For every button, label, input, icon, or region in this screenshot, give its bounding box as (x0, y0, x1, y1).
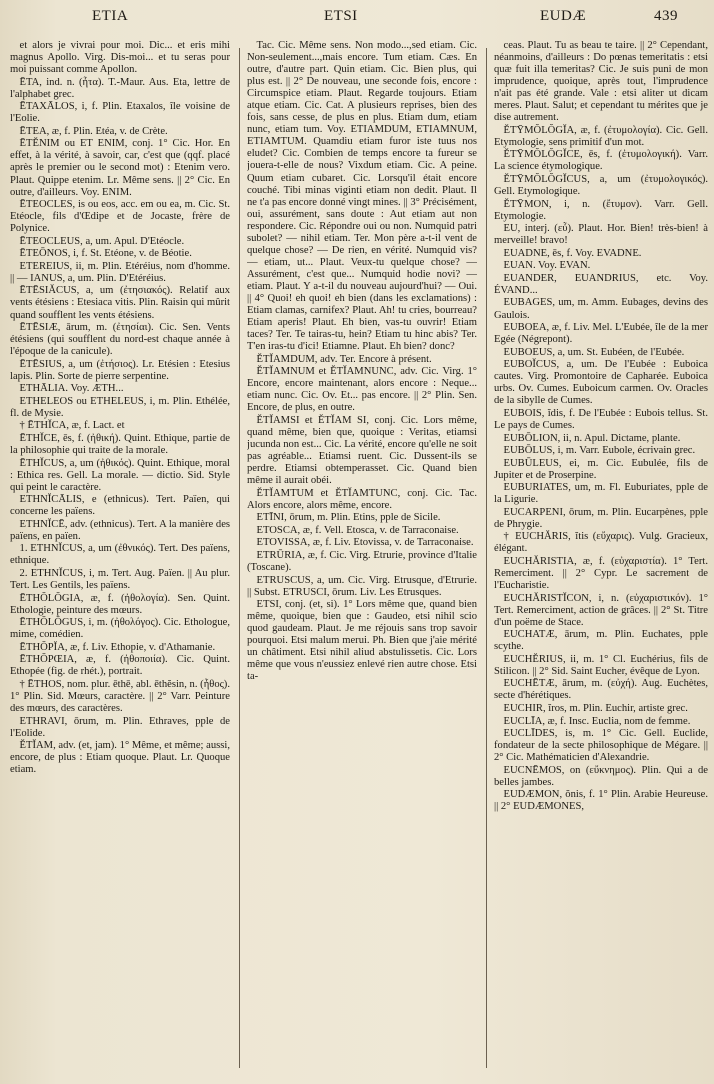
dictionary-entry: ETOVISSA, æ, f. Liv. Etovissa, v. de Tarraconaise. (256, 537, 474, 549)
dictionary-entry: ETOSCA, æ, f. Vell. Etosca, v. de Tarraconaise. (256, 524, 459, 536)
dictionary-entry: ETHNĬCĒ, adv. (ethnicus). Tert. A la manière des païens, en païen. (10, 518, 230, 542)
dictionary-entry: EUADNE, ēs, f. Voy. EVADNE. (503, 247, 642, 259)
running-header (0, 8, 714, 34)
dictionary-entry: ĔTĬAMNUM et ĔTĬAMNUNC, adv. Cic. Virg. 1° Encore, encore maintenant, alors encore : Neque... etiam nunc. Cic. Ov. Et... pas encore. || 2° Plin. Sen. Encore, de plus, en outre. (247, 366, 477, 414)
dictionary-entry: ĒTĔNIM ou ET ENIM, conj. 1° Cic. Hor. En effet, à la vérité, à savoir, car, c'est que (qqf. placé après le premier ou le second mot) : Etenim vero. Plaut. Quippe etenim. Lr. Même sens. || 2° Cic. En outre, d'ailleurs. Voy. ENIM. (10, 138, 230, 198)
dictionary-entry: EU, interj. (εὖ). Plaut. Hor. Bien! très-bien! à merveille! bravo! (494, 223, 708, 247)
dictionary-entry: † ĒTHOS, nom. plur. ēthē, abl. ēthĕsin, n. (ἦθος). 1° Plin. Sid. Mœurs, caractère. || 2° Varr. Peinture des mœurs, des caractères. (10, 678, 230, 715)
dictionary-entry: EUBAGES, um, m. Amm. Eubages, devins des Gaulois. (494, 297, 708, 321)
dictionary-entry: ĔTĬAMSI et ĔTĬAM SI, conj. Cic. Lors même, quand même, bien que, quoique : Veritas, etiamsi jucunda non est... Cic. La vérité, encore qu'elle ne soit pas agréable... Etiamsi ruent. Cic. Dussent-ils se perdre. Etiamsi obtemperasset. Cic. Quand bien même il aurait obéi. (247, 414, 477, 487)
dictionary-entry: EUBŪLEUS, ei, m. Cic. Eubulée, fils de Jupiter et de Proserpine. (494, 457, 708, 481)
dictionary-entry: EUBOEA, æ, f. Liv. Mel. L'Eubée, île de la mer Egée (Négrepont). (494, 322, 708, 346)
dictionary-entry: EUBŌLUS, i, m. Varr. Eubole, écrivain grec. (503, 445, 696, 457)
dictionary-entry: ĔTȲMŎLŎGĬCE, ēs, f. (ἐτυμολογική). Varr. La science étymologique. (494, 149, 708, 173)
dictionary-entry: ĔTĬAMTUM et ĔTĬAMTUNC, conj. Cic. Tac. Alors encore, alors même, encore. (247, 487, 477, 511)
dictionary-entry: † EUCHĂRIS, ĭtis (εὔχαρις). Vulg. Gracieux, élégant. (494, 531, 708, 555)
column-1 (10, 40, 230, 1080)
dictionary-entry: ĔTȲMŎLŎGĬA, æ, f. (ἐτυμολογία). Cic. Gell. Etymologie, sens primitif d'un mot. (494, 124, 708, 148)
dictionary-entry: ETEREIUS, ii, m. Plin. Etéréius, nom d'homme. || — IANUS, a, um. Plin. D'Etéréius. (10, 260, 230, 284)
dictionary-entry: EUCHĂRISTIA, æ, f. (εὐχαριστία). 1° Tert. Remerciment. || 2° Cypr. Le sacrement de l'Eucharistie. (494, 555, 708, 592)
dictionary-entry: † ĒTHĬCA, æ, f. Lact. et (19, 420, 125, 432)
dictionary-entry: ĒTHĬCE, ēs, f. (ἠθική). Quint. Ethique, partie de la philosophie qui traite de la morale. (10, 433, 230, 457)
dictionary-entry: EUCHATÆ, ārum, m. Plin. Euchates, pple scythe. (494, 629, 708, 653)
dictionary-entry: ĒTHĬCUS, a, um (ἠθικός). Quint. Ethique, moral : Ethica res. Gell. La morale. — dictio. Sid. Style qui peint le caractère. (10, 457, 230, 493)
dictionary-entry: ĒTEŌNOS, i, f. St. Etéone, v. de Béotie. (19, 248, 192, 260)
dictionary-entry: EUAN. Voy. EVAN. (503, 260, 591, 272)
dictionary-entry: EUBURIATES, um, m. Fl. Euburiates, pple de la Ligurie. (494, 482, 708, 506)
dictionary-entry: ETHĀLIA. Voy. ÆTH... (19, 383, 124, 395)
dictionary-entry: ĒTHŎPĬA, æ, f. Liv. Ethopie, v. d'Athamanie. (19, 641, 216, 653)
dictionary-entry: ĒTĒSIUS, a, um (ἐτήσιος). Lr. Etésien : Etesius lapis. Plin. Sorte de pierre serpentine. (10, 358, 230, 382)
dictionary-entry: ĔTĬAMDUM, adv. Ter. Encore à présent. (256, 353, 432, 365)
dictionary-entry: ĒTHŎLŎGIA, æ, f. (ἠθολογία). Sen. Quint. Ethologie, peinture des mœurs. (10, 592, 230, 616)
dictionary-entry: ĒTAXĀLOS, i, f. Plin. Etaxalos, île voisine de l'Eolie. (10, 101, 230, 125)
dictionary-entry: ĔTĬAM, adv. (et, jam). 1° Même, et même; aussi, encore, de plus : Etiam quoque. Plaut. Lr. Quoque etiam. (10, 740, 230, 776)
dictionary-entry: EUBOIS, ĭdis, f. De l'Eubée : Eubois tellus. St. Le pays de Cumes. (494, 407, 708, 431)
dictionary-entry: ETSI, conj. (et, si). 1° Lors même que, quand bien même, quoique, bien que : Gaudeo, etsi nihil scio quod gaudeam. Plaut. Je me réjouis sans trop savoir pourquoi. Etsi malum merui. Ph. Bien que j'aie mérité un châtiment. Etsi nihil aliud abstulissetis. Cic. Lors même que vous n'eussiez enlevé rien autre chose. Etsi ta- (247, 599, 477, 683)
dictionary-entry: ETRŪRIA, æ, f. Cic. Virg. Etrurie, province d'Italie (Toscane). (247, 549, 477, 574)
dictionary-entry: EUDÆMON, ŏnis, f. 1° Plin. Arabie Heureuse. || 2° EUDÆMONES, (494, 789, 708, 813)
column-3 (494, 40, 708, 1080)
dictionary-entry: ĒTEOCLES, is ou eos, acc. em ou ea, m. Cic. St. Etéocle, fils d'Œdipe et de Jocaste, frère de Polynice. (10, 199, 230, 235)
dictionary-entry: ĒTHŎPŒIA, æ, f. (ἠθοποιία). Cic. Quint. Ethopée (fig. de rhét.), portrait. (10, 654, 230, 678)
dictionary-entry: EUBŌLION, ii, n. Apul. Dictame, plante. (503, 432, 681, 444)
dictionary-entry: ETRUSCUS, a, um. Cic. Virg. Etrusque, d'Etrurie. || Subst. ETRUSCI, ōrum. Liv. Les Etrusques. (247, 574, 477, 598)
dictionary-entry: EUBOĬCUS, a, um. De l'Eubée : Euboica cautes. Virg. Promontoire de Capharée. Euboica urbs. Ov. Cumes. Euboicum carmen. Ov. Oracles de la sibylle de Cumes. (494, 359, 708, 407)
page-number: 439 (654, 8, 678, 24)
dictionary-entry: EUCHIR, ĭros, m. Plin. Euchir, artiste grec. (503, 703, 688, 715)
dictionary-entry: ĒTA, ind. n. (ἦτα). T.-Maur. Aus. Eta, lettre de l'alphabet grec. (10, 76, 230, 100)
dictionary-entry: EUCLĪA, æ, f. Insc. Euclia, nom de femme. (503, 715, 691, 727)
dictionary-entry: ĒTĒSIĂCUS, a, um (ἐτησιακός). Relatif aux vents étésiens : Etesiaca vitis. Plin. Raisin qui mûrit quand soufflent les vents étésiens. (10, 285, 230, 321)
dictionary-entry: ETHNĬCĀLIS, e (ethnicus). Tert. Païen, qui concerne les païens. (10, 494, 230, 518)
dictionary-entry: ĒTEOCLEUS, a, um. Apul. D'Etéocle. (19, 235, 185, 247)
dictionary-entry: ĒTEA, æ, f. Plin. Etéa, v. de Crète. (19, 125, 168, 137)
dictionary-entry: 2. ETHNĬCUS, i, m. Tert. Aug. Païen. || Au plur. Tert. Les Gentils, les païens. (10, 568, 230, 592)
dictionary-entry: EUCNĒMOS, on (εὔκνημος). Plin. Qui a de belles jambes. (494, 764, 708, 788)
dictionary-entry: ĔTȲMON, i, n. (ἔτυμον). Varr. Gell. Etymologie. (494, 198, 708, 222)
dictionary-entry: ĔTȲMŎLŎGĬCUS, a, um (ἐτυμολογικός). Gell. Etymologique. (494, 174, 708, 198)
column-2 (247, 40, 477, 1080)
dictionary-entry: 1. ETHNĬCUS, a, um (ἐθνικός). Tert. Des païens, ethnique. (10, 543, 230, 567)
column-rule-right (486, 48, 487, 1068)
dictionary-entry: ETHRAVI, ōrum, m. Plin. Ethraves, pple de l'Eolide. (10, 715, 230, 739)
dictionary-entry: EUCHĒTÆ, ārum, m. (εὐχή). Aug. Euchètes, secte d'hérétiques. (494, 678, 708, 702)
dictionary-entry: EUANDER, EUANDRIUS, etc. Voy. ÉVAND... (494, 272, 708, 296)
dictionary-entry: ĒTHŎLŎGUS, i, m. (ἠθολόγος). Cic. Ethologue, mime, comédien. (10, 617, 230, 641)
dictionary-entry: ĒTĒSIÆ, ārum, m. (ἐτησίαι). Cic. Sen. Vents étésiens (qui soufflent du nord-est chaque année à l'époque de la canicule). (10, 322, 230, 358)
dictionary-entry: EUCARPENI, ōrum, m. Plin. Eucarpènes, pple de Phrygie. (494, 506, 708, 530)
column-rule-left (239, 48, 240, 1068)
dictionary-entry: EUCLĪDES, is, m. 1° Cic. Gell. Euclide, fondateur de la secte philosophique de Mégare. || 2° Cic. Mathématicien d'Alexandrie. (494, 728, 708, 764)
dictionary-entry: ceas. Plaut. Tu as beau te taire. || 2° Cependant, néanmoins, d'ailleurs : Do pœnas temeritatis : etsi quæ fuit illa temeritas? Cic. Je suis puni de mon imprudence, quoique, après tout, l'imprudence n'ait pas été grande. Vale : etsi aliter ut dicam meres. Plaut. Salut; et cependant tu mérites que je dise autrement. (494, 40, 708, 124)
header-left-guide-word: ETIA (92, 8, 129, 24)
header-right-guide-word: EUDÆ (540, 8, 587, 24)
dictionary-entry: ETĪNI, ōrum, m. Plin. Etins, pple de Sicile. (256, 512, 441, 524)
dictionary-entry: EUBOEUS, a, um. St. Eubéen, de l'Eubée. (503, 346, 685, 358)
dictionary-entry: EUCHĂRISTĬCON, i, n. (εὐχαριστικόν). 1° Tert. Remerciment, action de grâces. || 2° St. Titre d'un poëme de Stace. (494, 592, 708, 628)
dictionary-entry: EUCHĔRIUS, ii, m. 1° Cl. Euchérius, fils de Stilicon. || 2° Sid. Saint Eucher, évêque de Lyon. (494, 653, 708, 677)
dictionary-entry: Tac. Cic. Même sens. Non modo...,sed etiam. Cic. Non-seulement...,mais encore. Tum etiam. Cæs. En outre, d'autre part. Quin etiam. Cic. Bien plus, qui plus est. || 2° De nouveau, une seconde fois, encore : Circumspice etiam. Plaut. Regarde toujours. Etiam atque etiam. Cic. Cat. A plusieurs reprises, bien des fois, sans cesse, de plus en plus. Etiam dum, etiam nunc, etiam tum. Voy. ETIAMDUM, ETIAMNUM, ETIAMTUM. Quamdiu etiam furor iste tuus nos eludet? Cic. Combien de temps encore ta fureur se jouera-t-elle de nous? Vixdum etiam. Cic. A peine. Quum etiam cubaret. Cic. Lorsqu'il était encore couché. Tibi minas viginti etiam non dedit. Plaut. Il ne t'a pas encore donné vingt mines. || 3° Précisément, oui, assurément, sans doute : Aut etiam aut non respondere. Cic. Répondre oui ou non. Numquid patri subolet? — nihil etiam. Ter. Mon père a-t-il vent de quelque chose? — De rien, en vérité. Numquid vis? — etiam, ut... Plaut. Veux-tu quelque chose? — Assurément, c'est que... Numquid hodie novi? — etiam. Plaut. Y a-t-il du nouveau aujourd'hui? — Oui. || 4° Quoi! eh quoi! eh bien (dans les exclamations) : Etiam clamas, carnifex? Plaut. Ah! tu cries, bourreau? Etiam aperis! Plaut. Eh bien, vas-tu ouvrir! Etiam taces? Ter. Te tairas-tu, hein? Etiam tu hinc abis? Ter. T'en iras-tu d'ici! Etiamne. Plaut. Eh bien? donc? (247, 40, 477, 353)
dictionary-entry: ETHELEOS ou ETHELEUS, i, m. Plin. Ethélée, fl. de Mysie. (10, 395, 230, 419)
header-center-guide-word: ETSI (324, 8, 358, 24)
dictionary-entry: et alors je vivrai pour moi. Dic... et eris mihi magnus Apollo. Virg. Dis-moi... et tu seras pour moi puissant comme Apollon. (10, 40, 230, 76)
